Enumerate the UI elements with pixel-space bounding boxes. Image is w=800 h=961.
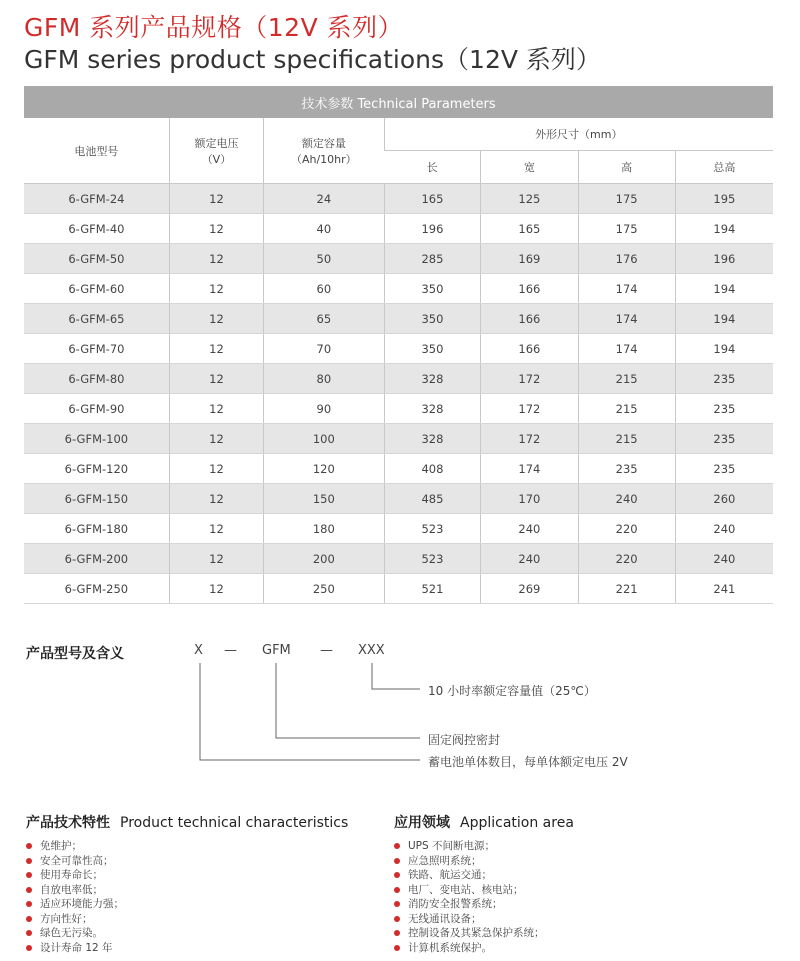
code-dash-2: — [320, 643, 333, 658]
cell-width: 169 [481, 244, 578, 274]
cell-model: 6-GFM-200 [24, 544, 169, 574]
cell-model: 6-GFM-150 [24, 484, 169, 514]
list-item-text: 安全可靠性高； [40, 854, 114, 867]
list-item-text: 方向性好； [40, 912, 93, 925]
bullet-dot-icon [26, 945, 32, 951]
cell-width: 125 [481, 184, 578, 214]
cell-voltage: 12 [169, 244, 263, 274]
list-item-text: 消防安全报警系统； [408, 898, 503, 910]
cell-model: 6-GFM-90 [24, 394, 169, 424]
cell-voltage: 12 [169, 544, 263, 574]
code-part-gfm: GFM [262, 643, 291, 658]
list-item [394, 912, 545, 927]
table-banner: 技术参数 Technical Parameters [24, 86, 773, 118]
cell-width: 240 [481, 514, 578, 544]
cell-height: 215 [578, 394, 675, 424]
cell-height: 174 [578, 334, 675, 364]
features-label-en: Product technical characteristics [120, 815, 349, 831]
cell-voltage: 12 [169, 274, 263, 304]
list-item-text: 自放电率低； [40, 883, 103, 896]
legend-gfm: 固定阀控密封 [428, 733, 501, 747]
connector-x [200, 663, 420, 760]
cell-height: 235 [578, 454, 675, 484]
cell-voltage: 12 [169, 334, 263, 364]
cell-capacity: 100 [264, 424, 384, 454]
cell-length: 523 [384, 544, 481, 574]
cell-width: 269 [481, 574, 578, 604]
cell-voltage: 12 [169, 514, 263, 544]
bullet-dot-icon [394, 901, 400, 907]
list-item [394, 883, 545, 898]
bullet-dot-icon [394, 843, 400, 849]
list-item [26, 912, 124, 927]
cell-width: 174 [481, 454, 578, 484]
cell-length: 328 [384, 424, 481, 454]
connector-gfm [276, 663, 420, 738]
cell-voltage: 12 [169, 454, 263, 484]
bullet-dot-icon [26, 901, 32, 907]
naming-label: 产品型号及含义 [26, 646, 124, 662]
bullet-dot-icon [394, 858, 400, 864]
list-item-text: 设计寿命 12 年 [40, 941, 113, 954]
cell-capacity: 250 [264, 574, 384, 604]
cell-total-height: 194 [675, 304, 773, 334]
bullet-dot-icon [394, 887, 400, 893]
legend-xxx: 10 小时率额定容量值（25℃） [428, 684, 596, 698]
code-part-x: X [194, 643, 203, 658]
cell-model: 6-GFM-180 [24, 514, 169, 544]
list-item-text: UPS 不间断电源； [408, 840, 496, 852]
cell-capacity: 120 [264, 454, 384, 484]
cell-width: 166 [481, 274, 578, 304]
legend-x: 蓄电池单体数目，每单体额定电压 2V [428, 755, 628, 769]
cell-length: 165 [384, 184, 481, 214]
cell-capacity: 50 [264, 244, 384, 274]
header-capacity-line1: 额定容量 [301, 136, 346, 150]
cell-total-height: 260 [675, 484, 773, 514]
cell-total-height: 194 [675, 334, 773, 364]
list-item [26, 897, 124, 912]
cell-capacity: 80 [264, 364, 384, 394]
cell-model: 6-GFM-60 [24, 274, 169, 304]
cell-model: 6-GFM-24 [24, 184, 169, 214]
list-item [26, 883, 124, 898]
list-item [394, 941, 545, 956]
cell-height: 220 [578, 544, 675, 574]
header-height: 高 [578, 151, 675, 184]
cell-total-height: 195 [675, 184, 773, 214]
list-item-text: 铁路、航运交通； [408, 869, 492, 881]
page-title-cn: GFM 系列产品规格（12V 系列） [24, 13, 404, 42]
list-item-text: 适应环境能力强； [40, 898, 124, 910]
cell-length: 350 [384, 304, 481, 334]
cell-length: 408 [384, 454, 481, 484]
cell-length: 196 [384, 214, 481, 244]
bullet-dot-icon [394, 945, 400, 951]
header-capacity-line2: （Ah/10hr） [290, 152, 357, 166]
cell-voltage: 12 [169, 574, 263, 604]
features-heading [26, 812, 348, 832]
cell-capacity: 24 [264, 184, 384, 214]
list-item [394, 926, 545, 941]
list-item-text: 应急照明系统； [408, 854, 482, 867]
cell-total-height: 235 [675, 454, 773, 484]
list-item [26, 868, 124, 883]
cell-height: 240 [578, 484, 675, 514]
cell-width: 172 [481, 394, 578, 424]
list-item-text: 控制设备及其紧急保护系统； [408, 927, 545, 939]
list-item [26, 941, 124, 956]
cell-capacity: 70 [264, 334, 384, 364]
header-width: 宽 [481, 151, 578, 184]
cell-total-height: 196 [675, 244, 773, 274]
cell-capacity: 90 [264, 394, 384, 424]
list-item [26, 854, 124, 869]
cell-voltage: 12 [169, 364, 263, 394]
cell-height: 220 [578, 514, 675, 544]
cell-voltage: 12 [169, 214, 263, 244]
cell-width: 166 [481, 334, 578, 364]
list-item [26, 839, 124, 854]
bullet-dot-icon [394, 872, 400, 878]
list-item-text: 电厂、变电站、核电站； [408, 883, 524, 896]
header-voltage-line2: （V） [201, 152, 232, 166]
cell-height: 175 [578, 184, 675, 214]
cell-height: 175 [578, 214, 675, 244]
code-dash-1: — [224, 643, 237, 658]
cell-length: 350 [384, 274, 481, 304]
cell-model: 6-GFM-70 [24, 334, 169, 364]
cell-model: 6-GFM-250 [24, 574, 169, 604]
list-item [394, 854, 545, 869]
cell-model: 6-GFM-50 [24, 244, 169, 274]
cell-voltage: 12 [169, 484, 263, 514]
cell-total-height: 194 [675, 274, 773, 304]
cell-length: 521 [384, 574, 481, 604]
cell-capacity: 60 [264, 274, 384, 304]
list-item-text: 无线通讯设备； [408, 912, 482, 925]
header-model: 电池型号 [24, 118, 169, 184]
cell-capacity: 200 [264, 544, 384, 574]
code-part-xxx: XXX [358, 643, 385, 658]
cell-length: 485 [384, 484, 481, 514]
cell-model: 6-GFM-40 [24, 214, 169, 244]
cell-width: 165 [481, 214, 578, 244]
cell-total-height: 194 [675, 214, 773, 244]
cell-total-height: 240 [675, 514, 773, 544]
cell-voltage: 12 [169, 304, 263, 334]
cell-model: 6-GFM-80 [24, 364, 169, 394]
cell-height: 215 [578, 424, 675, 454]
cell-model: 6-GFM-65 [24, 304, 169, 334]
cell-voltage: 12 [169, 394, 263, 424]
bullet-dot-icon [26, 858, 32, 864]
cell-capacity: 65 [264, 304, 384, 334]
cell-total-height: 235 [675, 424, 773, 454]
cell-length: 350 [384, 334, 481, 364]
cell-width: 172 [481, 364, 578, 394]
list-item [394, 897, 545, 912]
cell-height: 221 [578, 574, 675, 604]
cell-height: 215 [578, 364, 675, 394]
applications-heading [394, 812, 574, 832]
list-item [394, 868, 545, 883]
cell-model: 6-GFM-100 [24, 424, 169, 454]
bullet-dot-icon [26, 843, 32, 849]
applications-label-en: Application area [460, 815, 574, 831]
cell-length: 523 [384, 514, 481, 544]
header-total-height: 总高 [675, 151, 773, 184]
cell-height: 174 [578, 304, 675, 334]
features-list [26, 839, 124, 955]
list-item-text: 计算机系统保护。 [408, 941, 492, 954]
list-item [394, 839, 545, 854]
cell-length: 328 [384, 394, 481, 424]
applications-list [394, 839, 545, 955]
bullet-dot-icon [26, 872, 32, 878]
cell-total-height: 235 [675, 364, 773, 394]
cell-model: 6-GFM-120 [24, 454, 169, 484]
bullet-dot-icon [26, 887, 32, 893]
list-item-text: 使用寿命长； [40, 869, 103, 881]
features-label-cn: 产品技术特性 [26, 815, 110, 831]
bullet-dot-icon [26, 916, 32, 922]
page-title-en: GFM series product specifications（12V 系列） [24, 45, 601, 74]
cell-width: 240 [481, 544, 578, 574]
cell-height: 174 [578, 274, 675, 304]
cell-width: 172 [481, 424, 578, 454]
header-voltage-line1: 额定电压 [194, 136, 239, 150]
cell-capacity: 150 [264, 484, 384, 514]
cell-capacity: 180 [264, 514, 384, 544]
list-item-text: 免维护； [40, 840, 82, 852]
cell-voltage: 12 [169, 184, 263, 214]
header-length: 长 [384, 151, 481, 184]
cell-total-height: 240 [675, 544, 773, 574]
connector-xxx [372, 663, 420, 689]
cell-voltage: 12 [169, 424, 263, 454]
cell-width: 170 [481, 484, 578, 514]
bullet-dot-icon [26, 930, 32, 936]
list-item [26, 926, 124, 941]
cell-capacity: 40 [264, 214, 384, 244]
cell-length: 285 [384, 244, 481, 274]
cell-total-height: 235 [675, 394, 773, 424]
header-dimensions: 外形尺寸（mm） [384, 118, 773, 151]
applications-label-cn: 应用领域 [394, 815, 450, 831]
cell-length: 328 [384, 364, 481, 394]
bullet-dot-icon [394, 930, 400, 936]
list-item-text: 绿色无污染。 [40, 927, 103, 939]
bullet-dot-icon [394, 916, 400, 922]
cell-height: 176 [578, 244, 675, 274]
cell-total-height: 241 [675, 574, 773, 604]
cell-width: 166 [481, 304, 578, 334]
